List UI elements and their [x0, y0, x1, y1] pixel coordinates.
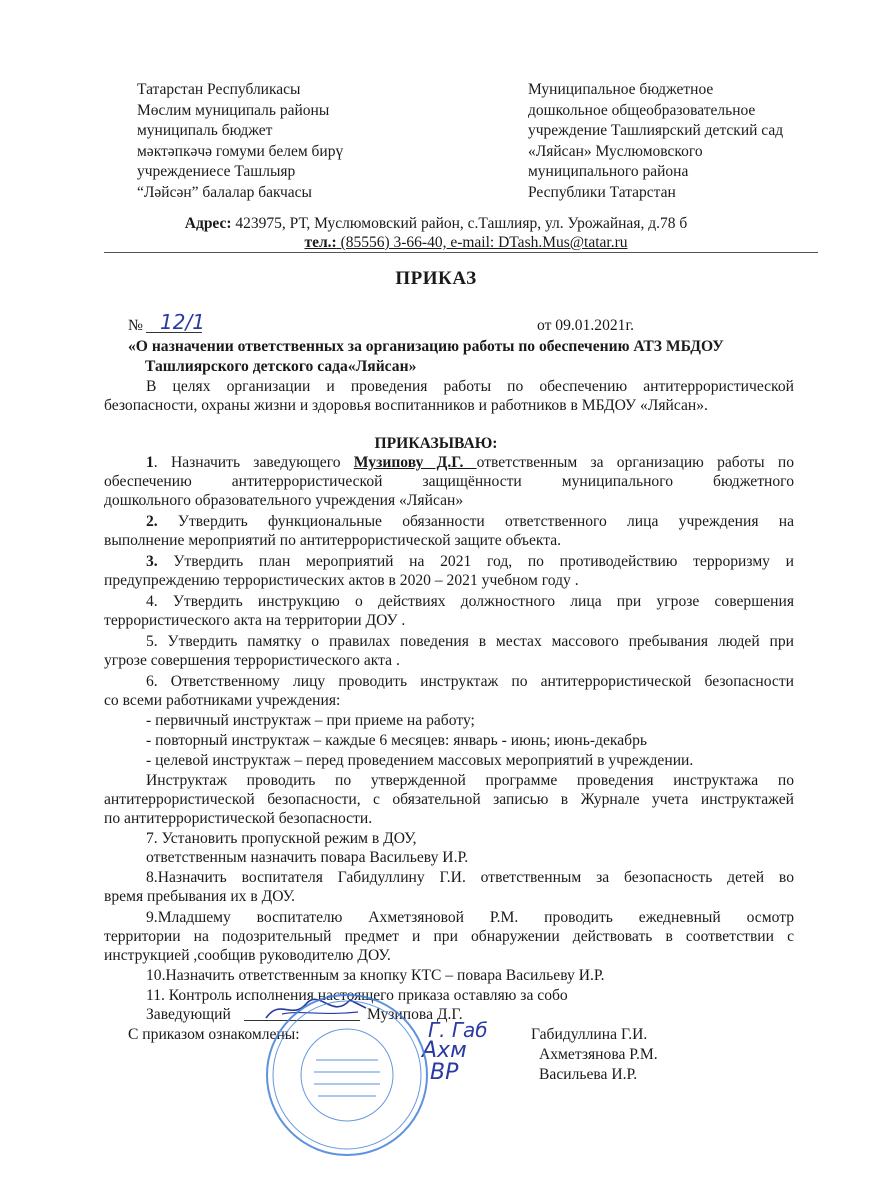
item-9-line: территории на подозрительный предмет и при обнаружении действовать в соответствии с: [104, 928, 794, 945]
item-3-line: предупреждению террористических актов в 2020 – 2021 учебном году .: [104, 572, 579, 589]
official-stamp: [262, 990, 432, 1160]
acquainted-label: С приказом ознакомлены:: [128, 1026, 300, 1043]
item-6-bullet: - повторный инструктаж – каждые 6 месяцев: январь - июнь; июнь-декабрь: [146, 732, 648, 749]
order-number-label: №: [128, 317, 143, 334]
header-left-line: “Ләйсән” балалар бакчасы: [137, 183, 312, 201]
item-6-bullet: - целевой инструктаж – перед проведением массовых мероприятий в учреждении.: [146, 752, 694, 769]
header-left-line: муниципаль бюджет: [137, 122, 273, 139]
item-8-line: время пребывания их в ДОУ.: [104, 888, 296, 905]
item-2-line: [146, 512, 794, 531]
item-7-line: ответственным назначить повара Васильеву И.Р.: [146, 849, 469, 866]
item-6-note: антитеррористической безопасности, с обязательной записью в Журнале учета инструктажей: [104, 791, 794, 808]
header-left-line: учреждениесе Ташлыяр: [137, 163, 296, 180]
header-right-line: муниципального района: [528, 163, 689, 180]
item-number: 2.: [146, 513, 158, 530]
header-right-line: дошкольное общеобразовательное: [528, 101, 756, 119]
header-right: [528, 80, 783, 203]
item-6-line: со всеми работниками учреждения:: [104, 692, 341, 709]
contact-line: [0, 233, 872, 252]
staff-signature: Г. Габ: [428, 1018, 488, 1042]
item-2-line: выполнение мероприятий по антитеррористической защите объекта.: [104, 532, 562, 549]
item-6-line: 6. Ответственному лицу проводить инструктаж по антитеррористической безопасности: [146, 673, 794, 690]
item-5-line: 5. Утвердить памятку о правилах поведения в местах массового пребывания людей при: [146, 633, 794, 650]
subject-line: Ташлиярского детского сада«Ляйсан»: [145, 358, 417, 375]
order-number-underline: [146, 332, 202, 333]
item-5-line: угрозе совершения террористического акта .: [104, 652, 400, 669]
staff-signature: ВР: [430, 1060, 459, 1085]
order-date: от 09.01.2021г.: [537, 317, 635, 334]
address-text: 423975, РТ, Муслюмовский район, с.Ташлияр, ул. Урожайная, д.78 б: [231, 215, 688, 232]
header-rule: [104, 252, 818, 253]
item-text: ответственным за организацию работы по: [476, 454, 795, 471]
item-11-line: 11. Контроль исполнения настоящего приказа оставляю за собо: [146, 987, 568, 1004]
item-text: Утвердить функциональные обязанности ответственного лица учреждения на: [157, 513, 794, 530]
item-number: 1: [146, 454, 154, 471]
header-right-line: учреждение Ташлиярский детский сад: [528, 122, 784, 139]
intro-line: безопасности, охраны жизни и здоровья воспитанников и работников в МБДОУ «Ляйсан».: [104, 397, 708, 414]
item-text: Утвердить план мероприятий на 2021 год, по противодействию терроризму и: [157, 553, 794, 570]
intro-line: В целях организации и проведения работы по обеспечению антитеррористической: [146, 378, 794, 395]
page-title: ПРИКАЗ: [395, 268, 477, 289]
subject-line: «О назначении ответственных за организацию работы по обеспечению АТЗ МБДОУ: [128, 338, 724, 355]
item-4-line: террористического акта на территории ДОУ .: [104, 612, 406, 629]
header-left-line: Мөслим муниципаль районы: [137, 101, 330, 119]
header-left-line: мәктәпкәчә гомуми белем бирү: [137, 142, 344, 160]
item-text: . Назначить заведующего: [153, 454, 354, 471]
order-number-value: 12/1: [160, 310, 205, 334]
item-1-line: [146, 453, 794, 472]
head-label: Заведующий: [146, 1006, 231, 1023]
item-4-line: 4. Утвердить инструкцию о действиях должностного лица при угрозе совершения: [146, 593, 794, 610]
address-line: [0, 214, 872, 233]
address-label: Адрес:: [184, 215, 232, 232]
item-1-line: дошкольного образовательного учреждения «Ляйсан»: [104, 492, 464, 509]
item-3-line: [146, 552, 794, 571]
header-left: [137, 80, 343, 203]
staff-signature: Ахм: [422, 1038, 467, 1063]
header-right-line: Республики Татарстан: [528, 183, 676, 201]
item-6-bullet: - первичный инструктаж – при приеме на работу;: [146, 712, 475, 729]
order-word: ПРИКАЗЫВАЮ:: [374, 435, 498, 452]
item-7-line: 7. Установить пропускной режим в ДОУ,: [146, 830, 417, 847]
head-name-ref: Музипову Д.Г.: [353, 454, 477, 471]
phone-email: (85556) 3-66-40, e-mail: DTash.Mus@tatar.ru: [336, 234, 628, 251]
head-name: Музипова Д.Г.: [367, 1006, 463, 1023]
address-block: [0, 214, 872, 252]
header-left-line: Татарстан Республикасы: [137, 81, 301, 98]
item-9-line: инструкцией ,сообщив руководителю ДОУ.: [104, 947, 391, 964]
item-10-line: 10.Назначить ответственным за кнопку КТС – повара Васильеву И.Р.: [146, 967, 605, 984]
item-6-note: по антитеррористической безопасности.: [104, 810, 373, 827]
item-number: 3.: [146, 553, 158, 570]
item-9-line: 9.Младшему воспитателю Ахметзяновой Р.М. проводить ежедневный осмотр: [146, 909, 794, 926]
staff-name: Габидуллина Г.И.: [531, 1026, 648, 1043]
phone-label: тел.:: [304, 234, 337, 251]
item-8-line: 8.Назначить воспитателя Габидуллину Г.И. ответственным за безопасность детей во: [146, 869, 794, 886]
header-right-line: Муниципальное бюджетное: [528, 81, 714, 98]
header-right-line: «Ляйсан» Муслюмовского: [528, 142, 703, 160]
item-6-note: Инструктаж проводить по утвержденной программе проведения инструктажа по: [146, 772, 794, 789]
staff-name: Ахметзянова Р.М.: [539, 1046, 658, 1063]
staff-name: Васильева И.Р.: [539, 1066, 638, 1083]
item-1-line: обеспечению антитеррористической защищённости муниципального бюджетного: [104, 473, 794, 490]
